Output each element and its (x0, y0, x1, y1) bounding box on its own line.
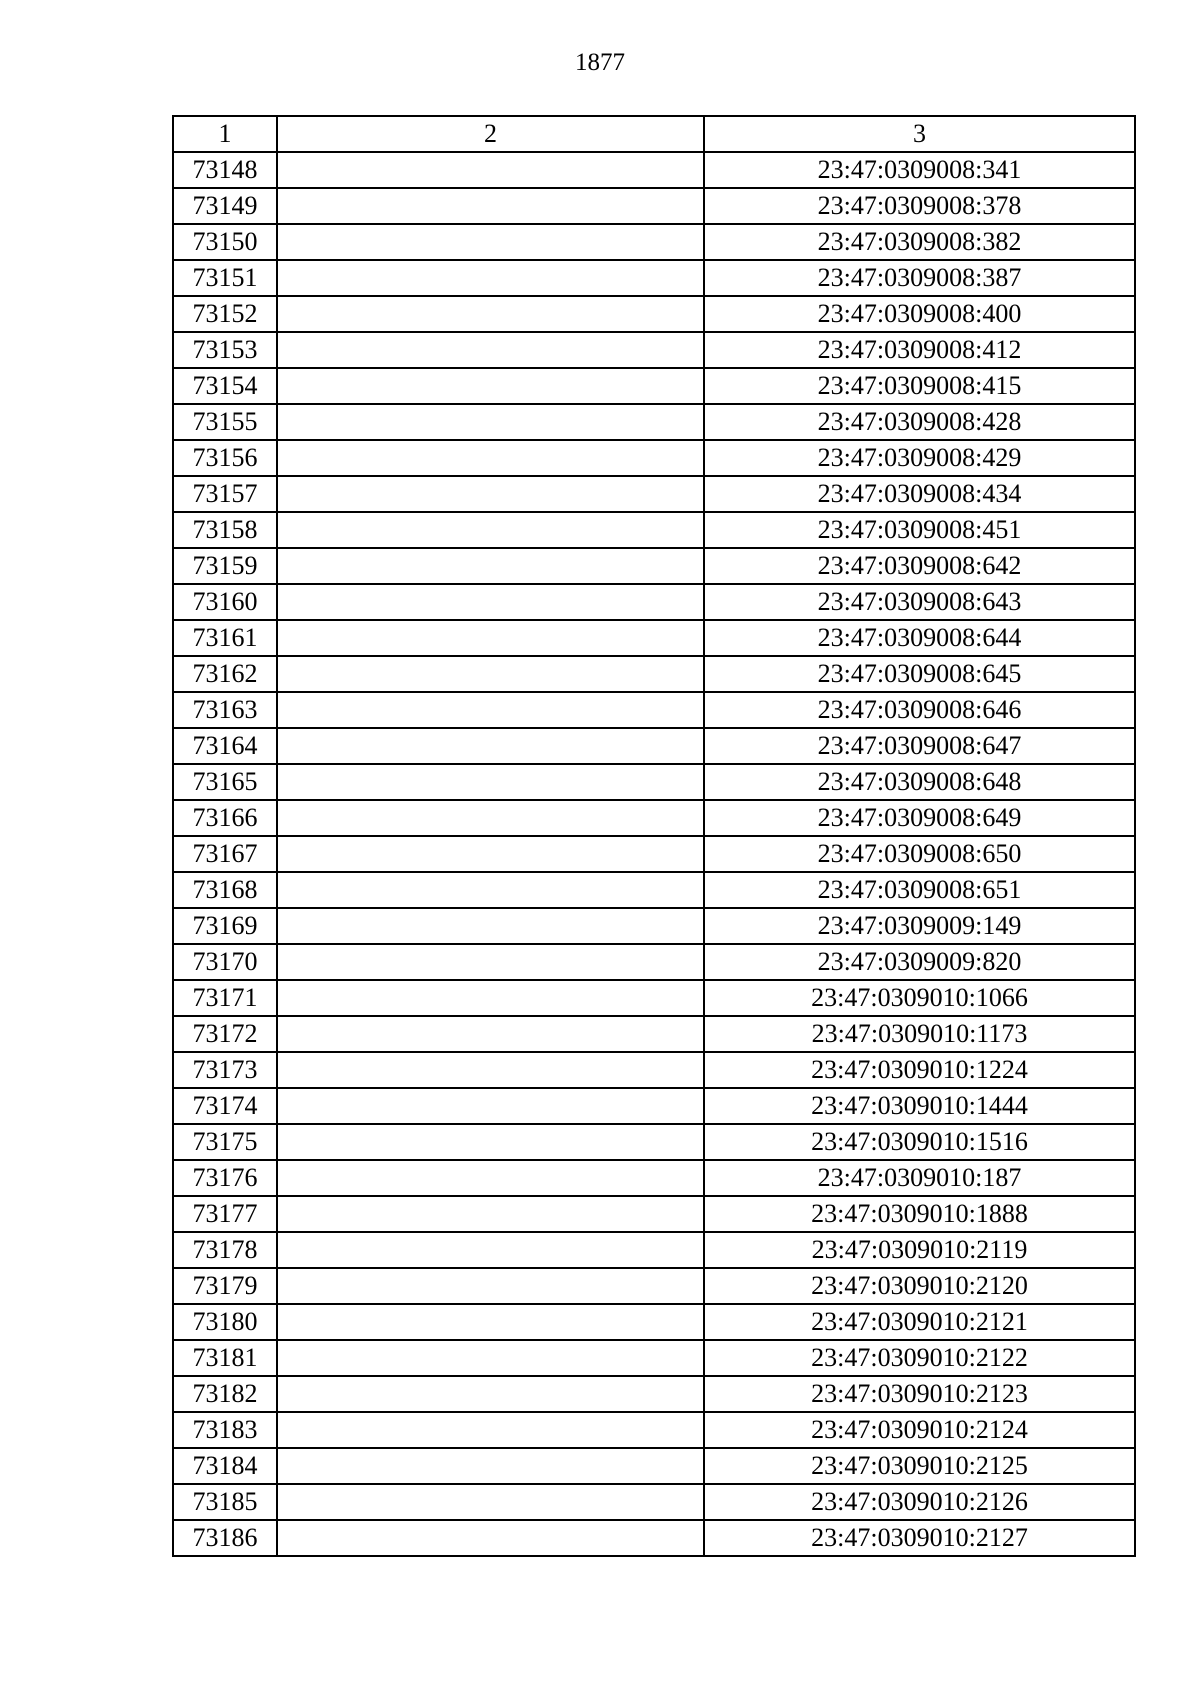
row-number-cell: 73159 (173, 548, 277, 584)
empty-cell (277, 584, 704, 620)
row-number-cell: 73157 (173, 476, 277, 512)
empty-cell (277, 1376, 704, 1412)
table-row (173, 1196, 1135, 1232)
table-row (173, 1340, 1135, 1376)
table-row (173, 152, 1135, 188)
table-row (173, 1016, 1135, 1052)
empty-cell (277, 800, 704, 836)
empty-cell (277, 1124, 704, 1160)
empty-cell (277, 1520, 704, 1556)
table-row (173, 1520, 1135, 1556)
table-row (173, 1412, 1135, 1448)
table-row (173, 1160, 1135, 1196)
empty-cell (277, 1232, 704, 1268)
empty-cell (277, 440, 704, 476)
empty-cell (277, 1016, 704, 1052)
row-number-cell: 73151 (173, 260, 277, 296)
cadastral-number-cell: 23:47:0309010:2127 (704, 1520, 1135, 1556)
row-number-cell: 73156 (173, 440, 277, 476)
empty-cell (277, 692, 704, 728)
table-row (173, 548, 1135, 584)
row-number-cell: 73153 (173, 332, 277, 368)
table-row (173, 296, 1135, 332)
row-number-cell: 73169 (173, 908, 277, 944)
cadastral-number-cell: 23:47:0309008:643 (704, 584, 1135, 620)
empty-cell (277, 296, 704, 332)
empty-cell (277, 728, 704, 764)
table-row (173, 584, 1135, 620)
cadastral-number-cell: 23:47:0309008:650 (704, 836, 1135, 872)
row-number-cell: 73183 (173, 1412, 277, 1448)
empty-cell (277, 1160, 704, 1196)
empty-cell (277, 944, 704, 980)
cadastral-number-cell: 23:47:0309008:428 (704, 404, 1135, 440)
table-row (173, 1124, 1135, 1160)
table-row (173, 980, 1135, 1016)
cadastral-number-cell: 23:47:0309008:434 (704, 476, 1135, 512)
empty-cell (277, 548, 704, 584)
cadastral-number-cell: 23:47:0309008:647 (704, 728, 1135, 764)
cadastral-number-cell: 23:47:0309008:645 (704, 656, 1135, 692)
row-number-cell: 73178 (173, 1232, 277, 1268)
row-number-cell: 73160 (173, 584, 277, 620)
empty-cell (277, 260, 704, 296)
cadastral-number-cell: 23:47:0309008:648 (704, 764, 1135, 800)
column-header-2: 2 (277, 116, 704, 152)
row-number-cell: 73155 (173, 404, 277, 440)
table-row (173, 1232, 1135, 1268)
cadastral-number-cell: 23:47:0309008:387 (704, 260, 1135, 296)
data-table (172, 115, 1136, 1557)
row-number-cell: 73184 (173, 1448, 277, 1484)
table-row (173, 1088, 1135, 1124)
table-row (173, 440, 1135, 476)
cadastral-number-cell: 23:47:0309010:2122 (704, 1340, 1135, 1376)
table-row (173, 800, 1135, 836)
row-number-cell: 73174 (173, 1088, 277, 1124)
empty-cell (277, 152, 704, 188)
row-number-cell: 73161 (173, 620, 277, 656)
table-header (173, 116, 1135, 152)
row-number-cell: 73175 (173, 1124, 277, 1160)
cadastral-number-cell: 23:47:0309009:820 (704, 944, 1135, 980)
cadastral-number-cell: 23:47:0309010:1444 (704, 1088, 1135, 1124)
row-number-cell: 73171 (173, 980, 277, 1016)
empty-cell (277, 188, 704, 224)
table-row (173, 620, 1135, 656)
table-row (173, 332, 1135, 368)
table-row (173, 908, 1135, 944)
column-header-3: 3 (704, 116, 1135, 152)
row-number-cell: 73164 (173, 728, 277, 764)
row-number-cell: 73148 (173, 152, 277, 188)
empty-cell (277, 1052, 704, 1088)
table-container (172, 115, 1136, 1557)
table-row (173, 188, 1135, 224)
row-number-cell: 73170 (173, 944, 277, 980)
cadastral-number-cell: 23:47:0309010:2123 (704, 1376, 1135, 1412)
cadastral-number-cell: 23:47:0309010:1066 (704, 980, 1135, 1016)
table-row (173, 692, 1135, 728)
table-row (173, 404, 1135, 440)
cadastral-number-cell: 23:47:0309010:2125 (704, 1448, 1135, 1484)
row-number-cell: 73162 (173, 656, 277, 692)
cadastral-number-cell: 23:47:0309008:382 (704, 224, 1135, 260)
empty-cell (277, 1196, 704, 1232)
row-number-cell: 73181 (173, 1340, 277, 1376)
empty-cell (277, 1340, 704, 1376)
table-row (173, 944, 1135, 980)
empty-cell (277, 368, 704, 404)
cadastral-number-cell: 23:47:0309008:644 (704, 620, 1135, 656)
empty-cell (277, 1448, 704, 1484)
cadastral-number-cell: 23:47:0309010:2119 (704, 1232, 1135, 1268)
row-number-cell: 73182 (173, 1376, 277, 1412)
row-number-cell: 73158 (173, 512, 277, 548)
table-row (173, 368, 1135, 404)
empty-cell (277, 620, 704, 656)
cadastral-number-cell: 23:47:0309008:651 (704, 872, 1135, 908)
empty-cell (277, 224, 704, 260)
row-number-cell: 73176 (173, 1160, 277, 1196)
row-number-cell: 73177 (173, 1196, 277, 1232)
table-row (173, 836, 1135, 872)
table-row (173, 260, 1135, 296)
cadastral-number-cell: 23:47:0309010:187 (704, 1160, 1135, 1196)
row-number-cell: 73163 (173, 692, 277, 728)
table-body (173, 152, 1135, 1556)
cadastral-number-cell: 23:47:0309008:646 (704, 692, 1135, 728)
empty-cell (277, 1304, 704, 1340)
row-number-cell: 73150 (173, 224, 277, 260)
cadastral-number-cell: 23:47:0309008:451 (704, 512, 1135, 548)
table-row (173, 224, 1135, 260)
table-row (173, 1052, 1135, 1088)
table-row (173, 476, 1135, 512)
empty-cell (277, 980, 704, 1016)
cadastral-number-cell: 23:47:0309008:649 (704, 800, 1135, 836)
row-number-cell: 73185 (173, 1484, 277, 1520)
cadastral-number-cell: 23:47:0309010:2120 (704, 1268, 1135, 1304)
table-row (173, 512, 1135, 548)
empty-cell (277, 872, 704, 908)
row-number-cell: 73186 (173, 1520, 277, 1556)
empty-cell (277, 512, 704, 548)
row-number-cell: 73152 (173, 296, 277, 332)
cadastral-number-cell: 23:47:0309009:149 (704, 908, 1135, 944)
cadastral-number-cell: 23:47:0309008:412 (704, 332, 1135, 368)
row-number-cell: 73172 (173, 1016, 277, 1052)
cadastral-number-cell: 23:47:0309010:1888 (704, 1196, 1135, 1232)
empty-cell (277, 1268, 704, 1304)
empty-cell (277, 656, 704, 692)
cadastral-number-cell: 23:47:0309008:378 (704, 188, 1135, 224)
empty-cell (277, 836, 704, 872)
row-number-cell: 73168 (173, 872, 277, 908)
table-row (173, 1484, 1135, 1520)
table-row (173, 728, 1135, 764)
table-row (173, 1448, 1135, 1484)
cadastral-number-cell: 23:47:0309008:400 (704, 296, 1135, 332)
row-number-cell: 73149 (173, 188, 277, 224)
cadastral-number-cell: 23:47:0309010:1173 (704, 1016, 1135, 1052)
cadastral-number-cell: 23:47:0309008:415 (704, 368, 1135, 404)
table-row (173, 1376, 1135, 1412)
cadastral-number-cell: 23:47:0309008:429 (704, 440, 1135, 476)
cadastral-number-cell: 23:47:0309010:2124 (704, 1412, 1135, 1448)
header-row (173, 116, 1135, 152)
row-number-cell: 73173 (173, 1052, 277, 1088)
table-row (173, 1268, 1135, 1304)
empty-cell (277, 404, 704, 440)
row-number-cell: 73166 (173, 800, 277, 836)
row-number-cell: 73154 (173, 368, 277, 404)
empty-cell (277, 1088, 704, 1124)
cadastral-number-cell: 23:47:0309008:642 (704, 548, 1135, 584)
row-number-cell: 73165 (173, 764, 277, 800)
column-header-1: 1 (173, 116, 277, 152)
row-number-cell: 73180 (173, 1304, 277, 1340)
cadastral-number-cell: 23:47:0309010:1516 (704, 1124, 1135, 1160)
cadastral-number-cell: 23:47:0309010:2126 (704, 1484, 1135, 1520)
row-number-cell: 73179 (173, 1268, 277, 1304)
row-number-cell: 73167 (173, 836, 277, 872)
cadastral-number-cell: 23:47:0309008:341 (704, 152, 1135, 188)
table-row (173, 1304, 1135, 1340)
empty-cell (277, 1412, 704, 1448)
page-number: 1877 (575, 49, 625, 76)
table-row (173, 764, 1135, 800)
table-row (173, 872, 1135, 908)
empty-cell (277, 332, 704, 368)
empty-cell (277, 1484, 704, 1520)
cadastral-number-cell: 23:47:0309010:2121 (704, 1304, 1135, 1340)
table-row (173, 656, 1135, 692)
empty-cell (277, 908, 704, 944)
cadastral-number-cell: 23:47:0309010:1224 (704, 1052, 1135, 1088)
empty-cell (277, 476, 704, 512)
empty-cell (277, 764, 704, 800)
